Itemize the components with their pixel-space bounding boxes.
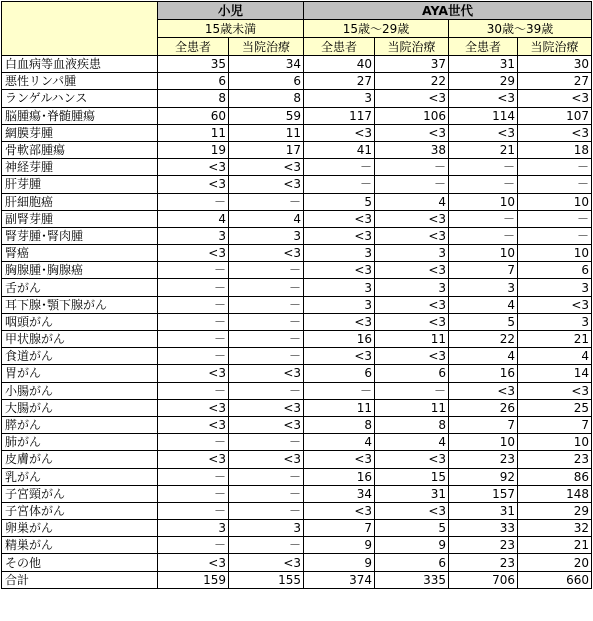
value-cell: 34 xyxy=(304,485,375,502)
value-cell: 3 xyxy=(158,520,229,537)
value-cell: 8 xyxy=(229,90,304,107)
value-cell: 6 xyxy=(229,73,304,90)
age-range-child: 15歳未満 xyxy=(158,20,304,38)
value-cell: － xyxy=(158,537,229,554)
value-cell: <3 xyxy=(229,365,304,382)
value-cell: 4 xyxy=(449,296,518,313)
value-cell: － xyxy=(449,159,518,176)
value-cell: <3 xyxy=(229,451,304,468)
value-cell: 11 xyxy=(375,331,449,348)
value-cell: 60 xyxy=(158,107,229,124)
subcol-header: 当院治療 xyxy=(518,38,592,56)
group-header-child: 小児 xyxy=(158,2,304,20)
value-cell: 34 xyxy=(229,56,304,73)
value-cell: 23 xyxy=(449,554,518,571)
header-row-groups xyxy=(2,2,592,20)
value-cell: 27 xyxy=(518,73,592,90)
value-cell: 29 xyxy=(449,73,518,90)
value-cell: 26 xyxy=(449,399,518,416)
value-cell: 7 xyxy=(304,520,375,537)
subcol-header: 全患者 xyxy=(449,38,518,56)
value-cell: 10 xyxy=(518,193,592,210)
value-cell: <3 xyxy=(158,159,229,176)
value-cell: 107 xyxy=(518,107,592,124)
value-cell: 10 xyxy=(449,245,518,262)
value-cell: 35 xyxy=(158,56,229,73)
value-cell: 10 xyxy=(449,434,518,451)
value-cell: <3 xyxy=(375,124,449,141)
table-row xyxy=(2,520,592,537)
value-cell: 16 xyxy=(304,468,375,485)
value-cell: 22 xyxy=(449,331,518,348)
value-cell: <3 xyxy=(518,296,592,313)
value-cell: － xyxy=(158,279,229,296)
value-cell: <3 xyxy=(229,554,304,571)
value-cell: 4 xyxy=(375,193,449,210)
value-cell: － xyxy=(229,313,304,330)
value-cell: 117 xyxy=(304,107,375,124)
value-cell: <3 xyxy=(304,348,375,365)
value-cell: <3 xyxy=(375,502,449,519)
value-cell: － xyxy=(518,159,592,176)
value-cell: － xyxy=(158,502,229,519)
value-cell: － xyxy=(518,176,592,193)
row-label: 白血病等血液疾患 xyxy=(2,56,158,73)
value-cell: <3 xyxy=(158,399,229,416)
value-cell: 4 xyxy=(158,210,229,227)
value-cell: 15 xyxy=(375,468,449,485)
row-label: 腎芽腫･腎肉腫 xyxy=(2,227,158,244)
value-cell: <3 xyxy=(229,245,304,262)
row-label: 精巣がん xyxy=(2,537,158,554)
value-cell: － xyxy=(229,502,304,519)
value-cell: － xyxy=(158,434,229,451)
value-cell: － xyxy=(449,176,518,193)
table-row xyxy=(2,331,592,348)
subcol-header: 当院治療 xyxy=(375,38,449,56)
value-cell: 23 xyxy=(449,537,518,554)
value-cell: 3 xyxy=(304,90,375,107)
value-cell: <3 xyxy=(304,262,375,279)
row-label: 胸腺腫･胸腺癌 xyxy=(2,262,158,279)
value-cell: <3 xyxy=(229,399,304,416)
table-row xyxy=(2,382,592,399)
value-cell: 3 xyxy=(304,296,375,313)
value-cell: 31 xyxy=(375,485,449,502)
value-cell: 29 xyxy=(518,502,592,519)
row-label: 皮膚がん xyxy=(2,451,158,468)
value-cell: － xyxy=(158,348,229,365)
value-cell: 8 xyxy=(375,416,449,433)
row-label: 子宮体がん xyxy=(2,502,158,519)
group-header-aya: AYA世代 xyxy=(304,2,592,20)
value-cell: <3 xyxy=(304,313,375,330)
value-cell: － xyxy=(304,382,375,399)
value-cell: <3 xyxy=(158,245,229,262)
value-cell: 3 xyxy=(449,279,518,296)
value-cell: 86 xyxy=(518,468,592,485)
value-cell: <3 xyxy=(518,90,592,107)
value-cell: 3 xyxy=(229,227,304,244)
value-cell: <3 xyxy=(518,124,592,141)
value-cell: 31 xyxy=(449,56,518,73)
table-row xyxy=(2,141,592,158)
value-cell: <3 xyxy=(304,124,375,141)
value-cell: 40 xyxy=(304,56,375,73)
value-cell: 6 xyxy=(158,73,229,90)
value-cell: 106 xyxy=(375,107,449,124)
value-cell: 4 xyxy=(304,434,375,451)
value-cell: － xyxy=(229,382,304,399)
value-cell: 4 xyxy=(229,210,304,227)
value-cell: 660 xyxy=(518,571,592,588)
value-cell: 5 xyxy=(449,313,518,330)
value-cell: － xyxy=(375,176,449,193)
value-cell: 25 xyxy=(518,399,592,416)
age-range-aya-15-29: 15歳～29歳 xyxy=(304,20,449,38)
value-cell: 148 xyxy=(518,485,592,502)
subcol-header: 全患者 xyxy=(158,38,229,56)
header-corner-cell xyxy=(2,2,158,56)
value-cell: 27 xyxy=(304,73,375,90)
value-cell: 157 xyxy=(449,485,518,502)
value-cell: － xyxy=(229,348,304,365)
value-cell: 11 xyxy=(229,124,304,141)
value-cell: <3 xyxy=(158,416,229,433)
table-row xyxy=(2,571,592,588)
value-cell: － xyxy=(229,434,304,451)
row-label: 合計 xyxy=(2,571,158,588)
table-row xyxy=(2,416,592,433)
table-row xyxy=(2,227,592,244)
value-cell: － xyxy=(229,485,304,502)
value-cell: <3 xyxy=(229,159,304,176)
table-row xyxy=(2,245,592,262)
value-cell: <3 xyxy=(375,296,449,313)
value-cell: 18 xyxy=(518,141,592,158)
value-cell: <3 xyxy=(158,365,229,382)
value-cell: － xyxy=(518,210,592,227)
value-cell: 6 xyxy=(304,365,375,382)
row-label: ランゲルハンス xyxy=(2,90,158,107)
value-cell: － xyxy=(229,296,304,313)
value-cell: 16 xyxy=(304,331,375,348)
value-cell: <3 xyxy=(229,416,304,433)
table-row xyxy=(2,485,592,502)
value-cell: － xyxy=(158,262,229,279)
value-cell: <3 xyxy=(304,227,375,244)
value-cell: 11 xyxy=(304,399,375,416)
value-cell: <3 xyxy=(158,176,229,193)
value-cell: 4 xyxy=(449,348,518,365)
row-label: 食道がん xyxy=(2,348,158,365)
value-cell: 22 xyxy=(375,73,449,90)
value-cell: <3 xyxy=(375,262,449,279)
table-row xyxy=(2,434,592,451)
row-label: 乳がん xyxy=(2,468,158,485)
value-cell: － xyxy=(229,262,304,279)
value-cell: － xyxy=(229,279,304,296)
value-cell: <3 xyxy=(449,90,518,107)
value-cell: － xyxy=(158,296,229,313)
table-row xyxy=(2,210,592,227)
value-cell: 3 xyxy=(375,245,449,262)
row-label: その他 xyxy=(2,554,158,571)
cancer-statistics-table xyxy=(1,1,592,589)
table-row xyxy=(2,296,592,313)
value-cell: 155 xyxy=(229,571,304,588)
value-cell: － xyxy=(375,382,449,399)
value-cell: <3 xyxy=(375,210,449,227)
table-row xyxy=(2,279,592,296)
value-cell: 23 xyxy=(449,451,518,468)
value-cell: 30 xyxy=(518,56,592,73)
table-row xyxy=(2,554,592,571)
row-label: 悪性リンパ腫 xyxy=(2,73,158,90)
value-cell: － xyxy=(304,176,375,193)
value-cell: 33 xyxy=(449,520,518,537)
value-cell: 38 xyxy=(375,141,449,158)
value-cell: 7 xyxy=(449,262,518,279)
table-row xyxy=(2,56,592,73)
value-cell: 9 xyxy=(375,537,449,554)
row-label: 卵巣がん xyxy=(2,520,158,537)
value-cell: <3 xyxy=(375,90,449,107)
value-cell: － xyxy=(229,537,304,554)
value-cell: 3 xyxy=(158,227,229,244)
value-cell: － xyxy=(375,159,449,176)
value-cell: 32 xyxy=(518,520,592,537)
table-row xyxy=(2,262,592,279)
table-row xyxy=(2,365,592,382)
table-row xyxy=(2,90,592,107)
value-cell: 4 xyxy=(375,434,449,451)
value-cell: 59 xyxy=(229,107,304,124)
row-label: 肝芽腫 xyxy=(2,176,158,193)
value-cell: <3 xyxy=(229,176,304,193)
row-label: 神経芽腫 xyxy=(2,159,158,176)
table-row xyxy=(2,399,592,416)
value-cell: 21 xyxy=(449,141,518,158)
value-cell: 10 xyxy=(518,434,592,451)
value-cell: <3 xyxy=(518,382,592,399)
value-cell: <3 xyxy=(449,382,518,399)
value-cell: 3 xyxy=(518,313,592,330)
age-range-aya-30-39: 30歳～39歳 xyxy=(449,20,592,38)
value-cell: － xyxy=(449,210,518,227)
table-row xyxy=(2,73,592,90)
value-cell: 159 xyxy=(158,571,229,588)
value-cell: 8 xyxy=(304,416,375,433)
value-cell: <3 xyxy=(375,227,449,244)
value-cell: 335 xyxy=(375,571,449,588)
value-cell: 3 xyxy=(518,279,592,296)
value-cell: 3 xyxy=(229,520,304,537)
value-cell: － xyxy=(158,193,229,210)
value-cell: － xyxy=(518,227,592,244)
value-cell: － xyxy=(158,313,229,330)
table-row xyxy=(2,537,592,554)
row-label: 舌がん xyxy=(2,279,158,296)
table-row xyxy=(2,176,592,193)
value-cell: 5 xyxy=(304,193,375,210)
value-cell: 21 xyxy=(518,331,592,348)
value-cell: 3 xyxy=(304,245,375,262)
value-cell: 10 xyxy=(449,193,518,210)
value-cell: 3 xyxy=(375,279,449,296)
row-label: 骨軟部腫瘍 xyxy=(2,141,158,158)
subcol-header: 当院治療 xyxy=(229,38,304,56)
value-cell: － xyxy=(449,227,518,244)
value-cell: 41 xyxy=(304,141,375,158)
row-label: 大腸がん xyxy=(2,399,158,416)
value-cell: 3 xyxy=(304,279,375,296)
value-cell: 14 xyxy=(518,365,592,382)
value-cell: 5 xyxy=(375,520,449,537)
value-cell: 7 xyxy=(449,416,518,433)
value-cell: 23 xyxy=(518,451,592,468)
value-cell: － xyxy=(229,468,304,485)
value-cell: 10 xyxy=(518,245,592,262)
row-label: 耳下腺･顎下腺がん xyxy=(2,296,158,313)
value-cell: 114 xyxy=(449,107,518,124)
value-cell: <3 xyxy=(375,348,449,365)
table-body xyxy=(2,56,592,589)
value-cell: 7 xyxy=(518,416,592,433)
table-row xyxy=(2,124,592,141)
value-cell: 9 xyxy=(304,537,375,554)
row-label: 膵がん xyxy=(2,416,158,433)
row-label: 胃がん xyxy=(2,365,158,382)
table-row xyxy=(2,348,592,365)
value-cell: 31 xyxy=(449,502,518,519)
table-row xyxy=(2,451,592,468)
row-label: 網膜芽腫 xyxy=(2,124,158,141)
value-cell: 20 xyxy=(518,554,592,571)
row-label: 子宮頸がん xyxy=(2,485,158,502)
value-cell: <3 xyxy=(304,451,375,468)
value-cell: 6 xyxy=(375,554,449,571)
row-label: 咽頭がん xyxy=(2,313,158,330)
table-row xyxy=(2,313,592,330)
value-cell: 8 xyxy=(158,90,229,107)
value-cell: － xyxy=(158,468,229,485)
row-label: 脳腫瘍･脊髄腫瘍 xyxy=(2,107,158,124)
table-row xyxy=(2,502,592,519)
value-cell: － xyxy=(229,331,304,348)
subcol-header: 全患者 xyxy=(304,38,375,56)
value-cell: － xyxy=(304,159,375,176)
value-cell: 19 xyxy=(158,141,229,158)
value-cell: 16 xyxy=(449,365,518,382)
value-cell: <3 xyxy=(304,210,375,227)
table-row xyxy=(2,159,592,176)
table-row xyxy=(2,468,592,485)
value-cell: 17 xyxy=(229,141,304,158)
value-cell: <3 xyxy=(158,451,229,468)
row-label: 小腸がん xyxy=(2,382,158,399)
value-cell: 6 xyxy=(518,262,592,279)
value-cell: 4 xyxy=(518,348,592,365)
value-cell: 6 xyxy=(375,365,449,382)
value-cell: 374 xyxy=(304,571,375,588)
table-row xyxy=(2,193,592,210)
row-label: 肺がん xyxy=(2,434,158,451)
value-cell: 9 xyxy=(304,554,375,571)
value-cell: 11 xyxy=(158,124,229,141)
row-label: 腎癌 xyxy=(2,245,158,262)
row-label: 甲状腺がん xyxy=(2,331,158,348)
value-cell: － xyxy=(158,331,229,348)
value-cell: <3 xyxy=(304,502,375,519)
value-cell: 706 xyxy=(449,571,518,588)
row-label: 副腎芽腫 xyxy=(2,210,158,227)
value-cell: <3 xyxy=(158,554,229,571)
value-cell: <3 xyxy=(375,451,449,468)
value-cell: 92 xyxy=(449,468,518,485)
value-cell: 11 xyxy=(375,399,449,416)
table-row xyxy=(2,107,592,124)
value-cell: 37 xyxy=(375,56,449,73)
value-cell: 21 xyxy=(518,537,592,554)
value-cell: － xyxy=(229,193,304,210)
row-label: 肝細胞癌 xyxy=(2,193,158,210)
value-cell: － xyxy=(158,382,229,399)
value-cell: － xyxy=(158,485,229,502)
value-cell: <3 xyxy=(375,313,449,330)
value-cell: <3 xyxy=(449,124,518,141)
